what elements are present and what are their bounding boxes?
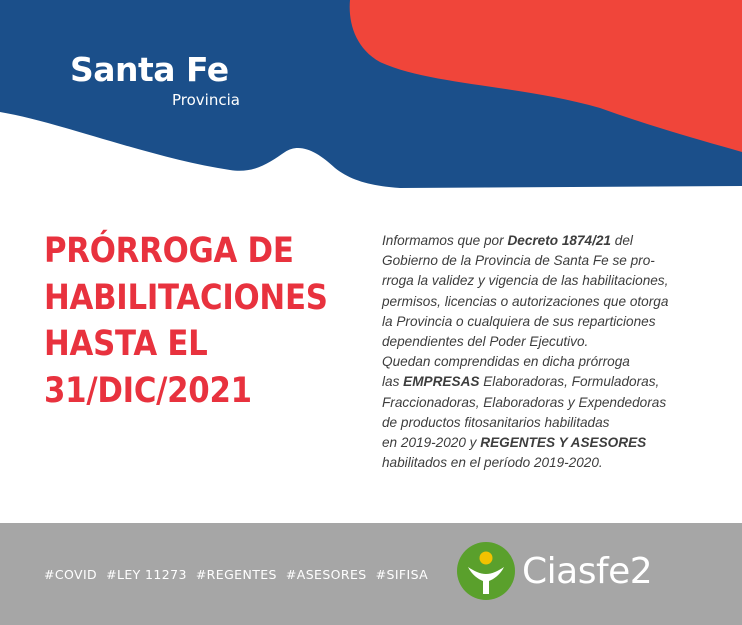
hashtag: #REGENTES <box>195 567 277 582</box>
text-line: de productos fitosanitarios habilitadas <box>382 414 610 430</box>
santa-fe-logo <box>70 50 240 109</box>
text-line: rroga la validez y vigencia de las habilitaciones, <box>382 273 669 289</box>
text-line <box>382 231 712 251</box>
hashtag: #LEY 11273 <box>106 567 187 582</box>
headline-line-2: HABILITACIONES <box>44 277 328 318</box>
emphasis-empresas: EMPRESAS <box>403 374 480 390</box>
headline-line-3: HASTA EL <box>44 324 208 364</box>
text-line: dependientes del Poder Ejecutivo. <box>382 334 589 350</box>
emphasis-regentes: REGENTES Y ASESORES <box>480 435 647 451</box>
logo-yellow-dot <box>480 552 493 565</box>
hashtag-list <box>44 567 428 582</box>
text-line: habilitados en el período 2019-2020. <box>382 455 603 471</box>
header-banner <box>0 0 742 190</box>
text-line: Fraccionadoras, Elaboradoras y Expendedoras <box>382 394 667 410</box>
hashtag: #ASESORES <box>285 567 367 582</box>
headline-line-1: PRÓRROGA DE <box>44 231 294 271</box>
text-line: Gobierno de la Provincia de Santa Fe se pro- <box>382 253 655 269</box>
hashtag: #SIFISA <box>375 567 429 582</box>
text-line: Quedan comprendidas en dicha prórroga <box>382 354 630 370</box>
text-line <box>382 433 712 453</box>
brand-subtitle: Provincia <box>172 91 240 109</box>
footer-bar <box>0 523 742 625</box>
text-run: las <box>382 374 404 390</box>
decree-number: Decreto 1874/21 <box>507 233 611 248</box>
announcement-text <box>382 231 712 473</box>
text-run: Elaboradoras, Formuladoras, <box>479 374 660 390</box>
text-line: permisos, licencias o autorizaciones que otorga <box>382 293 669 309</box>
text-run: Informamos que por <box>382 233 508 248</box>
brand-title: Santa Fe <box>70 50 229 89</box>
hashtag: #COVID <box>44 567 98 582</box>
text-run: en 2019-2020 y <box>382 435 481 451</box>
text-line: la Provincia o cualquiera de sus reparticiones <box>382 313 656 329</box>
ciasfe-logo <box>456 541 652 601</box>
ciasfe-logo-icon <box>456 541 516 601</box>
headline-line-4: 31/DIC/2021 <box>44 370 252 411</box>
page-title <box>44 228 326 414</box>
text-run: del <box>610 233 633 248</box>
logo-text: Ciasfe2 <box>522 550 653 592</box>
text-line <box>382 372 712 392</box>
